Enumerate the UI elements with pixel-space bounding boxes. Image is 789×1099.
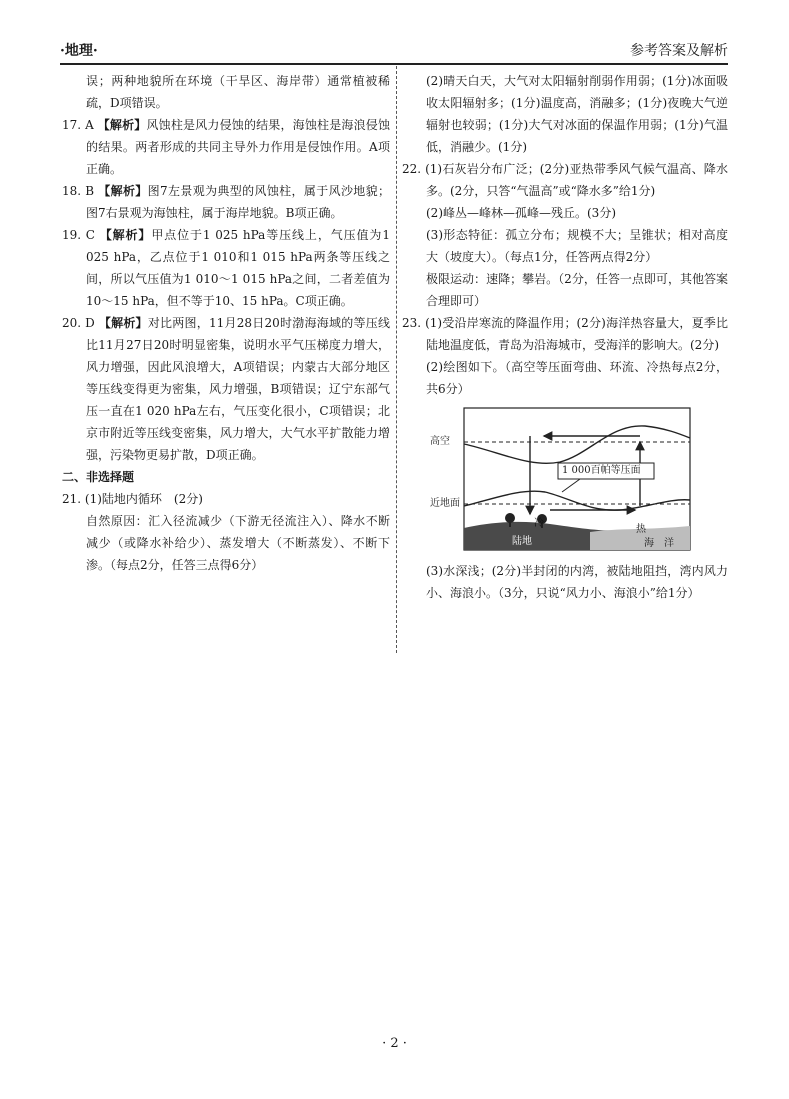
circulation-diagram: [430, 406, 694, 554]
analysis-tag: 【解析】: [98, 316, 148, 330]
column-divider: [396, 66, 397, 653]
analysis-tag: 【解析】: [98, 184, 148, 198]
answer-22-part4: 极限运动：速降；攀岩。（2分，任答一点即可，其他答案合理即可）: [426, 272, 728, 308]
answer-19-number: 19. C: [62, 228, 95, 242]
answer-18-text: 图7左景观为典型的风蚀柱，属于风沙地貌；图7右景观为海蚀柱，属于海岸地貌。B项正确。: [86, 184, 390, 220]
answer-23-part1: 23. (1)受沿岸寒流的降温作用；(2分)海洋热容量大，夏季比陆地温度低，青岛为沿海城市，受海洋的影响大。(2分): [402, 316, 728, 352]
sea-label: 海 洋: [644, 538, 674, 549]
high-altitude-label: 高空: [430, 436, 450, 447]
answer-18: [62, 180, 390, 224]
hot-label: 热: [636, 524, 646, 535]
answer-23-part3: (3)水深浅；(2分)半封闭的内湾，被陆地阻挡，湾内风力小、海浪小。（3分，只说“风力小、海浪小”给1分）: [426, 564, 728, 600]
answer-21-part1: 21. (1)陆地内循环 (2分): [62, 492, 203, 506]
answer-20: [62, 312, 390, 466]
analysis-tag: 【解析】: [97, 118, 147, 132]
answer-20-text: 对比两图，11月28日20时渤海海域的等压线比11月27日20时明显密集，说明水平气压梯度力增大，风力增强，因此风浪增大，A项错误；内蒙古大部分地区等压线变得更为密集，风力增强，B项错误；辽宁东部气压一直在1 020 hPa左右，气压变化很小，C项错误；北京市附近等压线变密集，风力增大，大气水平扩散能力增强，污染物更易扩散，D项正确。: [86, 316, 390, 462]
answer-22-part2: (2)峰丛—峰林—孤峰—残丘。(3分): [426, 206, 616, 220]
circulation-drawing: [430, 406, 694, 554]
answer-20-number: 20. D: [62, 316, 95, 330]
analysis-tag: 【解析】: [99, 228, 152, 242]
answer-21-detail: 自然原因：汇入径流减少（下游无径流注入）、降水不断减少（或降水补给少）、蒸发增大（不断蒸发）、不断下渗。（每点2分，任答三点得6分）: [86, 514, 390, 572]
answer-16-continued: 误；两种地貌所在环境（干旱区、海岸带）通常植被稀疏，D项错误。: [86, 74, 390, 110]
isobar-label: 1 000百帕等压面: [562, 465, 641, 476]
answer-22-part1: 22. (1)石灰岩分布广泛；(2分)亚热带季风气候气温高、降水多。(2分，只答“气温高”或“降水多”给1分): [402, 162, 728, 198]
answer-17-text: 风蚀柱是风力侵蚀的结果，海蚀柱是海浪侵蚀的结果。两者形成的共同主导外力作用是侵蚀作用。A项正确。: [86, 118, 390, 176]
answer-19: [62, 224, 390, 312]
answer-17-number: 17. A: [62, 118, 94, 132]
ground-level-label: 近地面: [430, 498, 460, 509]
section-heading-nonchoice: 二、非选择题: [62, 470, 135, 484]
right-column: [402, 70, 728, 604]
answer-22-part3: (3)形态特征：孤立分布；规模不大；呈锥状；相对高度大（坡度大）。（每点1分，任答两点得2分）: [426, 228, 728, 264]
land-label: 陆地: [512, 536, 532, 547]
subject-label: ·地理·: [60, 43, 98, 59]
header-rule: [60, 63, 728, 65]
high-isobar-curve: [464, 426, 690, 463]
answer-23-part2: (2)绘图如下。（高空等压面弯曲、环流、冷热每点2分，共6分）: [426, 360, 728, 396]
header-title: 参考答案及解析: [630, 43, 728, 59]
ground-isobar-curve: [464, 491, 690, 510]
left-column: [62, 70, 390, 576]
answer-21-part2: (2)晴天白天，大气对太阳辐射削弱作用弱；(1分)冰面吸收太阳辐射多；(1分)温度高，消融多；(1分)夜晚大气逆辐射也较弱；(1分)大气对冰面的保温作用弱；(1分)气温低，消融少。(1分): [426, 74, 728, 154]
answer-17: [62, 114, 390, 180]
answer-19-text: 甲点位于1 025 hPa等压线上，气压值为1 025 hPa，乙点位于1 010和1 015 hPa两条等压线之间，所以气压值为1 010～1 015 hPa之间，二者差值为10～15 hPa，但不等于10、15 hPa。C项正确。: [86, 228, 390, 308]
cold-label: 冷: [534, 518, 544, 529]
answer-18-number: 18. B: [62, 184, 95, 198]
page-header: [60, 40, 728, 62]
page-number: · 2 ·: [382, 1036, 407, 1051]
